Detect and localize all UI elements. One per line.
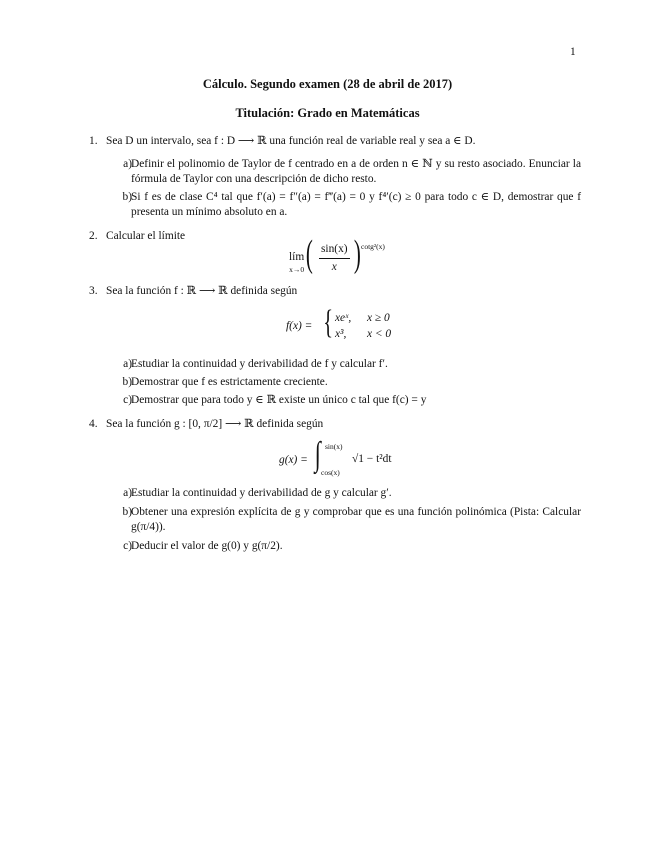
problem-number: 3. <box>89 285 98 297</box>
right-paren: ) <box>353 233 361 275</box>
subitem-label: a) <box>123 358 132 370</box>
left-paren: ( <box>305 233 313 275</box>
case-1-expression: xeˣ, <box>335 312 352 324</box>
case-2-condition: x < 0 <box>367 328 392 340</box>
subitem-label: a) <box>123 487 132 499</box>
subitem-text: Demostrar que para todo y ∈ ℝ existe un único c tal que f(c) = y <box>131 394 427 406</box>
integral-formula <box>279 436 419 480</box>
subitem-label: a) <box>123 158 132 170</box>
integral-upper-limit: sin(x) <box>325 442 343 451</box>
problem-number: 4. <box>89 418 98 430</box>
subitem-text: Definir el polinomio de Taylor de f centrado en a de orden n ∈ ℕ y su resto asociado. Enunciar la fórmula de Taylor con una descripción de dicho resto. <box>131 158 581 185</box>
lim-text: lím <box>289 251 305 263</box>
subitem-label: c) <box>123 394 132 406</box>
subitem-label: b) <box>122 506 132 518</box>
problem-statement: Sea D un intervalo, sea f : D ⟶ ℝ una función real de variable real y sea a ∈ D. <box>106 135 476 147</box>
problem-statement: Sea la función g : [0, π/2] ⟶ ℝ definida según <box>106 418 324 430</box>
subitem-text: Deducir el valor de g(0) y g(π/2). <box>131 540 283 552</box>
integral-lhs: g(x) = <box>279 454 308 466</box>
subitem-text: Si f es de clase C⁴ tal que f′(a) = f″(a) = f‴(a) = 0 y f⁴′(c) ≥ 0 para todo c ∈ D, demostrar que f presenta un mínimo absoluto en a. <box>131 191 581 218</box>
fraction <box>319 242 350 275</box>
fraction-numerator: sin(x) <box>319 242 350 259</box>
problem-statement: Sea la función f : ℝ ⟶ ℝ definida según <box>106 285 298 297</box>
problem-number: 2. <box>89 230 98 242</box>
subitem-label: c) <box>123 540 132 552</box>
problem-number: 1. <box>89 135 98 147</box>
subitem-text: Demostrar que f es estrictamente creciente. <box>131 376 328 388</box>
subitem-text: Estudiar la continuidad y derivabilidad de f y calcular f′. <box>131 358 388 370</box>
exam-subtitle: Titulación: Grado en Matemáticas <box>235 106 420 120</box>
lim-subscript: x→0 <box>289 265 305 274</box>
integrand: √1 − t²dt <box>352 453 392 465</box>
subitem-label: b) <box>122 376 132 388</box>
exam-title: Cálculo. Segundo examen (28 de abril de 2017) <box>202 77 453 91</box>
fraction-denominator: x <box>331 261 337 273</box>
limit-formula <box>287 233 407 276</box>
page-number: 1 <box>570 46 576 58</box>
case-2-expression: x³, <box>335 328 347 340</box>
limit-exponent: cotg²(x) <box>361 242 385 251</box>
piecewise-formula <box>286 306 416 346</box>
case-1-condition: x ≥ 0 <box>367 312 390 324</box>
subitem-text: Obtener una expresión explícita de g y comprobar que es una función polinómica (Pista: Calcular g(π/4)). <box>131 506 581 533</box>
integral-lower-limit: cos(x) <box>321 468 340 477</box>
limit-operator <box>289 250 304 277</box>
integral-sign: ∫ <box>314 436 321 473</box>
piecewise-lhs: f(x) = <box>286 320 313 332</box>
left-brace: { <box>323 304 334 341</box>
subitem-text: Estudiar la continuidad y derivabilidad de g y calcular g′. <box>131 487 392 499</box>
subitem-label: b) <box>122 191 132 203</box>
problem-statement: Calcular el límite <box>106 230 186 242</box>
